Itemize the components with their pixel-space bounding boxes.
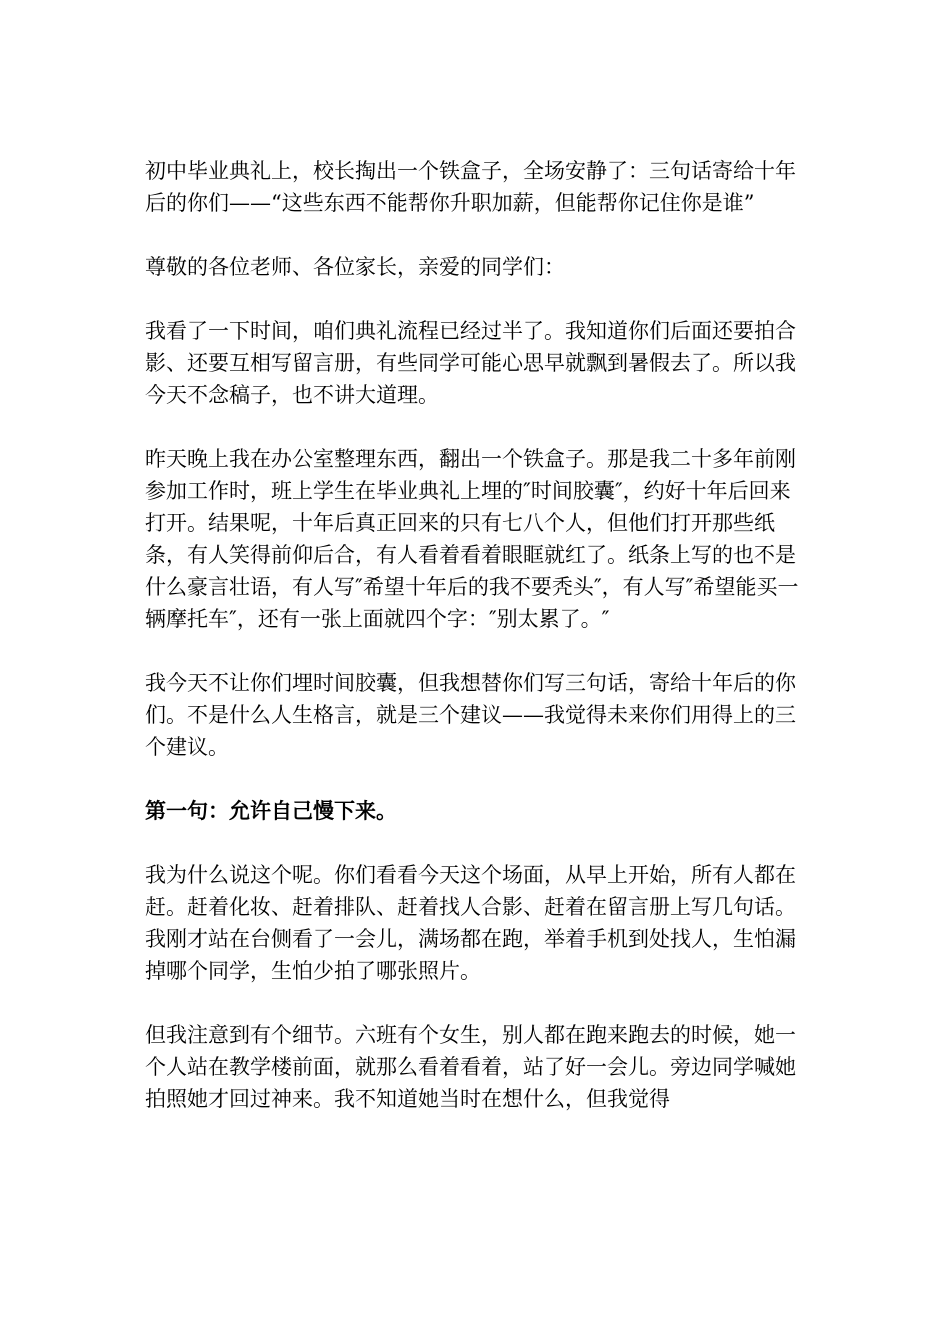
document-body — [145, 155, 805, 1147]
section-heading-first: 第一句：允许自己慢下来。 — [145, 798, 397, 823]
paragraph-three-suggestions: 我今天不让你们埋时间胶囊，但我想替你们写三句话，寄给十年后的你们。不是什么人生格言，就是三个建议——我觉得未来你们用得上的三个建议。 — [145, 671, 796, 759]
paragraph-opening: 我看了一下时间，咱们典礼流程已经过半了。我知道你们后面还要拍合影、还要互相写留言册，有些同学可能心思早就飘到暑假去了。所以我今天不念稿子，也不讲大道理。 — [145, 319, 796, 407]
paragraph-rushing: 我为什么说这个呢。你们看看今天这个场面，从早上开始，所有人都在赶。赶着化妆、赶着排队、赶着找人合影、赶着在留言册上写几句话。我刚才站在台侧看了一会儿，满场都在跑，举着手机到处找人，生怕漏掉哪个同学，生怕少拍了哪张照片。 — [145, 863, 796, 983]
article-title: 初中毕业典礼上，校长掏出一个铁盒子，全场安静了：三句话寄给十年后的你们——“这些东西不能帮你升职加薪，但能帮你记住你是谁” — [145, 159, 796, 215]
paragraph-detail: 但我注意到有个细节。六班有个女生，别人都在跑来跑去的时候，她一个人站在教学楼前面，就那么看着看着，站了好一会儿。旁边同学喊她拍照她才回过神来。我不知道她当时在想什么，但我觉得 — [145, 1023, 796, 1111]
paragraph-time-capsule: 昨天晚上我在办公室整理东西，翻出一个铁盒子。那是我二十多年前刚参加工作时，班上学生在毕业典礼上埋的″时间胶囊″，约好十年后回来打开。结果呢，十年后真正回来的只有七八个人，但他们打开那些纸条，有人笑得前仰后合，有人看着看着眼眶就红了。纸条上写的也不是什么豪言壮语，有人写″希望十年后的我不要秃头″，有人写″希望能买一辆摩托车″，还有一张上面就四个字：″别太累了。″ — [145, 447, 799, 631]
salutation: 尊敬的各位老师、各位家长，亲爱的同学们： — [145, 255, 565, 279]
